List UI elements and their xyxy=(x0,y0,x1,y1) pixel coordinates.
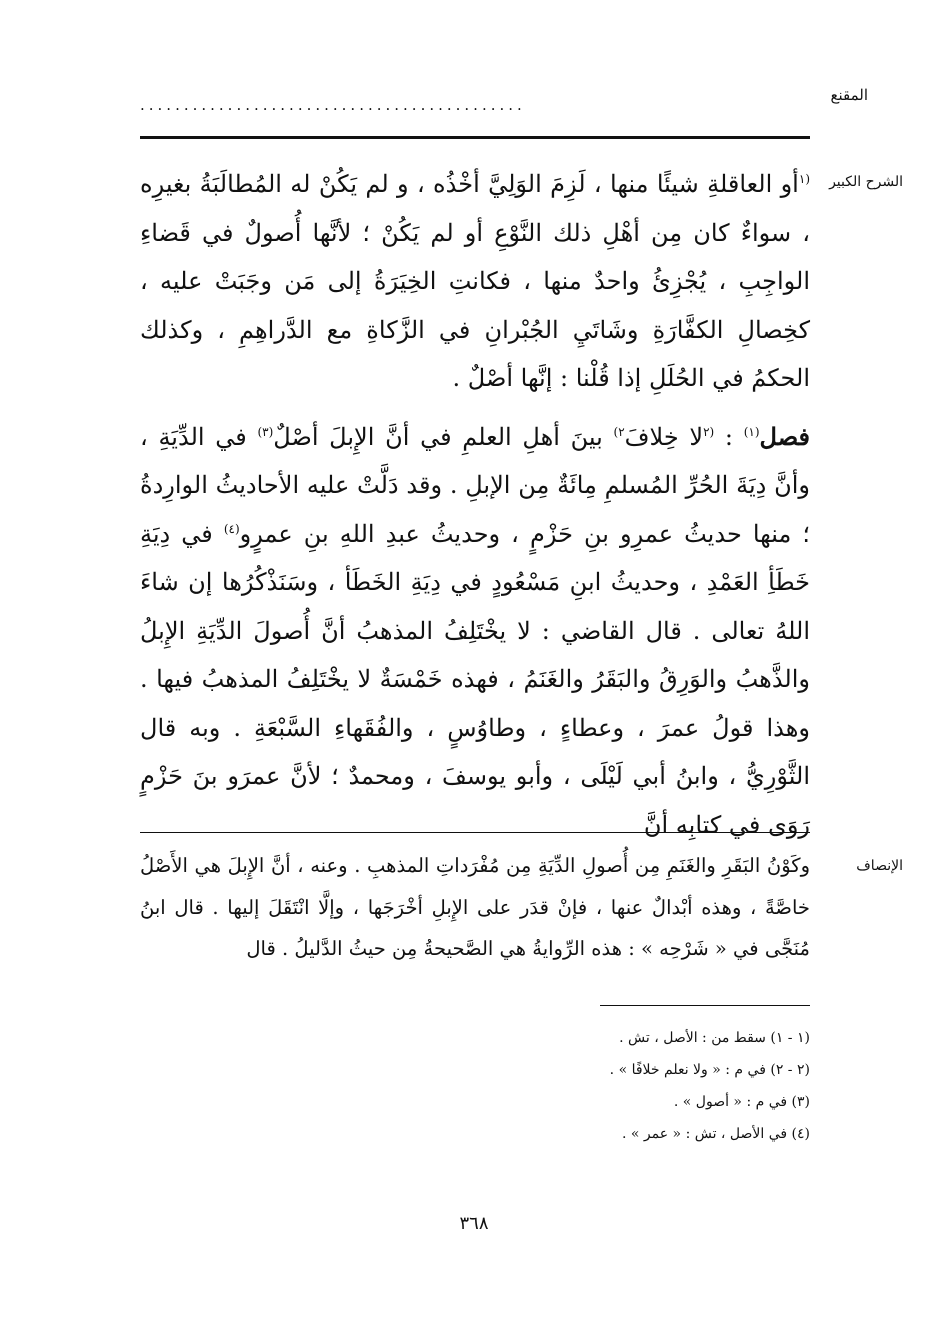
section-label-insaf: الإنصاف xyxy=(856,858,903,874)
footnote: (٢ - ٢) في م : « ولا نعلم خلافًا » . xyxy=(609,1062,810,1078)
footnotes xyxy=(140,1022,810,1150)
header-rule xyxy=(140,136,810,139)
footnote: (٤) في الأصل ، تش : « عمر » . xyxy=(622,1126,810,1142)
main-commentary-text xyxy=(140,160,810,849)
footnote: (٣) في م : « أصول » . xyxy=(673,1094,810,1110)
paragraph-1-text: أو العاقلةِ شيئًا منها ، لَزِمَ الوَلِيَّ أخْذُه ، و لم يَكُنْ له المُطالَبَةُ بغيرِه ، سواءٌ كان مِن أهْلِ ذلك النَّوْعِ أو لم يَكُنْ ؛ لأنَّها أُصولٌ في قَضاءِ الواجِبِ ، يُجْزِئُ واحدٌ منها ، فكانتِ الخِيَرَةُ إلى مَن وجَبَتْ عليه ، كخِصالِ الكفَّارَةِ وشَاتَيِ الجُبْرانِ في الزَّكاةِ مع الدَّراهِمِ ، وكذلك الحكمُ في الحُلَلِ إذا قُلْنا : إنَّها أصْلٌ . xyxy=(140,170,810,392)
footnote-marker: (٢ xyxy=(703,424,715,439)
footnote-marker: (١) xyxy=(743,424,760,439)
footnote-marker: (٤) xyxy=(223,521,240,536)
fasl-heading: فصل xyxy=(759,421,810,451)
paragraph-2-text: في الدِّيَةِ ، وأنَّ دِيَةَ الحُرِّ المُسلمِ مِائَةٌ مِن الإبلِ . وقد دَلَّتْ عليه الأحاديثُ الوارِدةُ ؛ منها حديثُ عمرِو بنِ حَزْمٍ ، وحديثُ عبدِ اللهِ بنِ عمرٍو xyxy=(140,422,811,548)
paragraph-2 xyxy=(140,413,810,850)
insaf-paragraph: وكَوْنُ البَقَرِ والغَنَمِ مِن أُصولِ الدِّيَةِ مِن مُفْرَداتِ المذهبِ . وعنه ، أنَّ الإِبلَ هي الأَصْلُ خاصَّةً ، وهذه أبْدالٌ عنها ، فإنْ قدَر على الإِبلِ أخْرَجَها ، وإلَّا انْتَقَلَ إليها . قال ابنُ مُنَجَّى في « شَرْحِه » : هذه الرِّوايةُ هي الصَّحيحةُ مِن حيثُ الدَّليلُ . قال xyxy=(140,854,810,960)
paragraph-2-text: : xyxy=(714,422,744,451)
footnote-marker: ٢) xyxy=(613,424,625,439)
footnote: (١ - ١) سقط من : الأصل ، تش . xyxy=(619,1030,810,1046)
section-divider xyxy=(140,832,810,833)
paragraph-2-text: بينَ أهلِ العلمِ في أنَّ الإِبلَ أصْلٌ xyxy=(273,422,614,451)
footnote-marker: (١ xyxy=(798,172,810,186)
running-header-title: المقنع xyxy=(830,86,868,104)
paragraph-1 xyxy=(140,160,810,403)
footnote-marker: (٣) xyxy=(257,424,274,439)
page-number: ٣٦٨ xyxy=(459,1213,489,1234)
paragraph-2-text: لا خِلافَ xyxy=(624,422,704,451)
insaf-text xyxy=(140,845,810,970)
paragraph-2-text: في دِيَةِ خَطَأِ العَمْدِ ، وحديثُ ابنِ مَسْعُودٍ في دِيَةِ الخَطَأ ، وسَنَذْكُرُها إن شاءَ اللهُ تعالى . قال القاضي : لا يخْتَلِفُ المذهبُ أنَّ أُصولَ الدِّيَةِ الإِبلُ والذَّهبُ والوَرِقُ والبَقَرُ والغَنَمُ ، فهذه خَمْسَةٌ لا يخْتَلِفُ المذهبُ فيها . وهذا قولُ عمرَ ، وعطاءٍ ، وطاوُسٍ ، والفُقَهاءِ السَّبْعَةِ . وبه قال الثَّوْرِيُّ ، وابنُ أبي لَيْلَى ، وأبو يوسفَ ، ومحمدٌ ؛ لأنَّ عمرَو بنَ حَزْمٍ رَوَى في كتابِه أنَّ xyxy=(140,519,810,839)
header-dotted-leader: ............................................ xyxy=(140,96,526,114)
footnote-rule xyxy=(600,1005,810,1006)
section-label-sharh: الشرح الكبير xyxy=(829,174,903,190)
